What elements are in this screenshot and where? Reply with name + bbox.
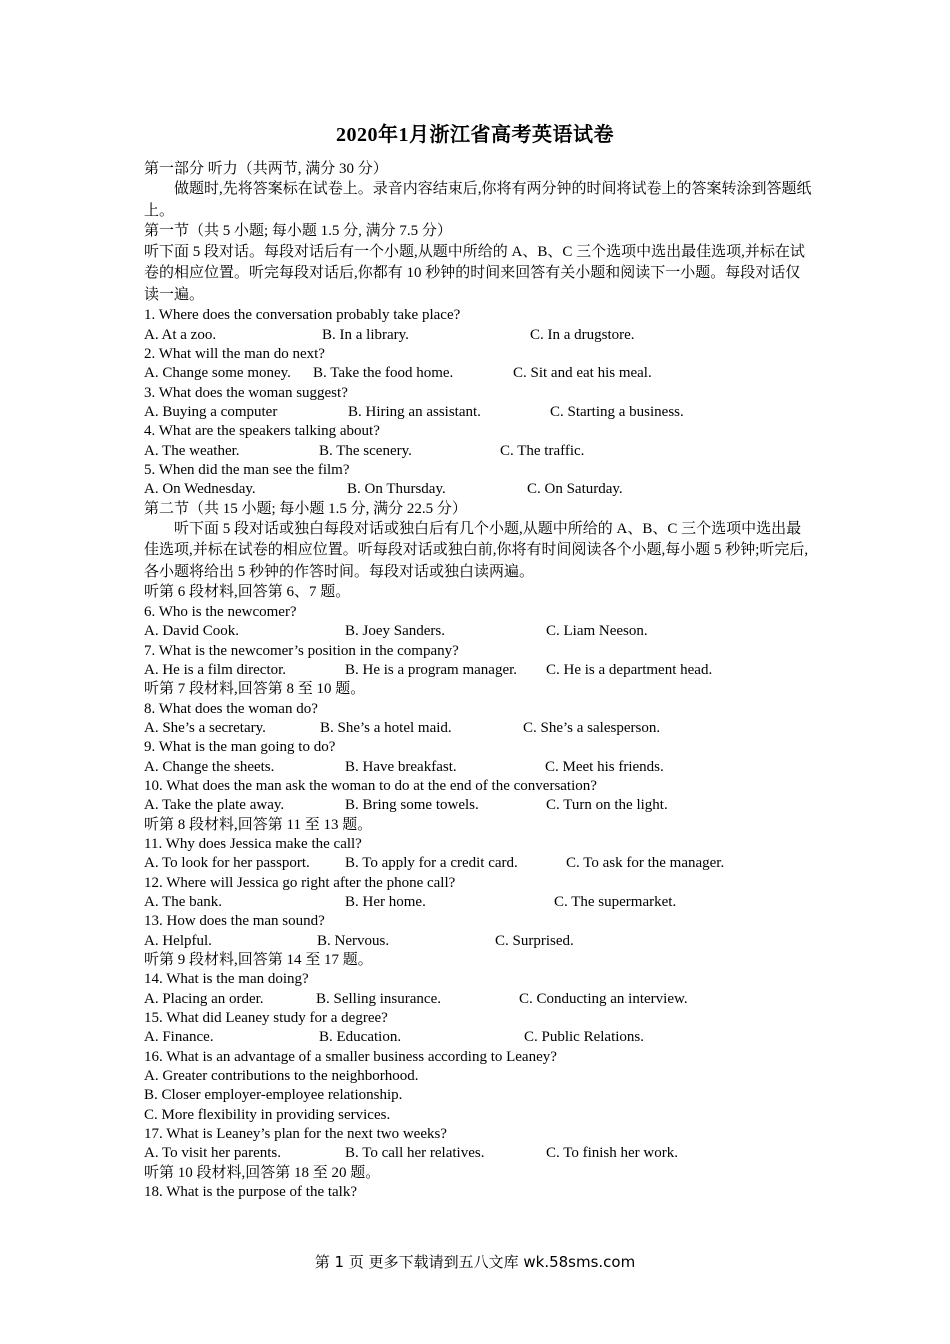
option-a: A. To look for her passport. [144, 855, 310, 872]
question-options [144, 403, 814, 422]
option-b: B. To call her relatives. [345, 1145, 485, 1162]
question-stem: 12. Where will Jessica go right after the phone call? [144, 874, 456, 891]
question-stem: 18. What is the purpose of the talk? [144, 1184, 358, 1201]
option-a: A. The weather. [144, 442, 240, 459]
document-title: 2020年1月浙江省高考英语试卷 [336, 124, 614, 146]
option-b: B. Education. [319, 1029, 402, 1046]
option-c: C. He is a department head. [546, 661, 713, 678]
option-b: B. He is a program manager. [345, 661, 518, 678]
option-a: A. Placing an order. [144, 990, 264, 1007]
option-a: A. He is a film director. [144, 661, 287, 678]
option-c: C. Public Relations. [524, 1029, 644, 1046]
question-options [144, 442, 814, 461]
option-c: C. Meet his friends. [545, 758, 664, 775]
question-stem: 1. Where does the conversation probably take place? [144, 307, 461, 324]
question-options [144, 719, 814, 738]
question-options [144, 622, 814, 641]
option-b: B. Take the food home. [313, 365, 454, 382]
option-b: B. Selling insurance. [316, 990, 441, 1007]
option-b: B. The scenery. [319, 442, 412, 459]
option-c: C. Surprised. [495, 932, 574, 949]
part1-instructions: 做题时,先将答案标在试卷上。录音内容结束后,你将有两分钟的时间将试卷上的答案转涂到答题纸上。 [144, 181, 812, 219]
question-options [144, 326, 814, 345]
page-footer: 第 1 页 更多下载请到五八文库 wk.58sms.com [314, 1253, 636, 1271]
section1-instructions: 听下面 5 段对话。每段对话后有一个小题,从题中所给的 A、B、C 三个选项中选出最佳选项,并标在试卷的相应位置。听完每段对话后,你都有 10 秒钟的时间来回答有关小题和阅读下一小题。每段对话仅读一遍。 [144, 243, 805, 303]
option-a: A. To visit her parents. [144, 1145, 281, 1162]
question-options [144, 932, 814, 951]
material-heading: 听第 9 段材料,回答第 14 至 17 题。 [144, 952, 373, 968]
question-stem: 5. When did the man see the film? [144, 461, 350, 478]
option-c: C. Conducting an interview. [519, 990, 688, 1007]
question-stem: 11. Why does Jessica make the call? [144, 835, 362, 852]
section2-heading: 第二节（共 15 小题; 每小题 1.5 分, 满分 22.5 分） [144, 500, 467, 517]
option-a: A. She’s a secretary. [144, 719, 266, 736]
question-stem: 17. What is Leaney’s plan for the next two weeks? [144, 1126, 447, 1143]
option-c: C. To ask for the manager. [566, 855, 725, 872]
option-c: C. The supermarket. [554, 893, 677, 910]
option-b: B. Hiring an assistant. [348, 403, 481, 420]
option-a: A. Change some money. [144, 365, 291, 382]
option-a: A. Greater contributions to the neighborhood. [144, 1068, 419, 1085]
option-a: A. David Cook. [144, 623, 239, 640]
question-options [144, 854, 814, 873]
question-stem: 7. What is the newcomer’s position in the company? [144, 642, 459, 659]
question-options [144, 1028, 814, 1047]
option-a: A. Helpful. [144, 932, 212, 949]
question-options [144, 758, 814, 777]
question-stem: 9. What is the man going to do? [144, 739, 336, 756]
option-c: C. In a drugstore. [530, 326, 635, 343]
question-stem: 4. What are the speakers talking about? [144, 423, 380, 440]
option-b: B. Nervous. [317, 932, 390, 949]
option-b: B. Bring some towels. [345, 797, 479, 814]
question-stem: 6. Who is the newcomer? [144, 603, 297, 620]
part1-heading: 第一部分 听力（共两节, 满分 30 分） [144, 161, 388, 177]
question-stem: 10. What does the man ask the woman to do at the end of the conversation? [144, 777, 597, 794]
option-a: A. Finance. [144, 1029, 214, 1046]
option-b: B. To apply for a credit card. [345, 855, 518, 872]
material-heading: 听第 8 段材料,回答第 11 至 13 题。 [144, 816, 373, 833]
option-c: C. Turn on the light. [546, 797, 668, 814]
question-stem: 3. What does the woman suggest? [144, 384, 348, 401]
question-stem: 15. What did Leaney study for a degree? [144, 1010, 388, 1027]
section1-heading: 第一节（共 5 小题; 每小题 1.5 分, 满分 7.5 分） [144, 223, 452, 240]
question-options [144, 661, 814, 680]
material-heading: 听第 10 段材料,回答第 18 至 20 题。 [144, 1164, 381, 1181]
question-stem: 14. What is the man doing? [144, 971, 309, 988]
question-stem: 2. What will the man do next? [144, 345, 325, 362]
option-c: C. She’s a salesperson. [523, 719, 661, 736]
option-b: B. Have breakfast. [345, 758, 457, 775]
question-options [144, 893, 814, 912]
question-stem: 16. What is an advantage of a smaller business according to Leaney? [144, 1048, 557, 1065]
option-c: C. On Saturday. [527, 481, 623, 498]
question-stem: 8. What does the woman do? [144, 700, 318, 717]
question-options [144, 480, 814, 499]
question-options [144, 1144, 814, 1163]
option-c: C. To finish her work. [546, 1145, 678, 1162]
question-options [144, 990, 814, 1009]
document-body [144, 160, 814, 1202]
option-a: A. Buying a computer [144, 403, 278, 420]
option-b: B. On Thursday. [347, 481, 446, 498]
option-b: B. Joey Sanders. [345, 623, 445, 640]
section2-instructions: 听下面 5 段对话或独白每段对话或独白后有几个小题,从题中所给的 A、B、C 三个选项中选出最佳选项,并标在试卷的相应位置。听每段对话或独白前,你将有时间阅读各个小题,每小题 5 秒钟;听完后,各小题将给出 5 秒钟的作答时间。每段对话或独白读两遍。 [144, 520, 809, 580]
option-b: B. Closer employer-employee relationship. [144, 1087, 403, 1104]
option-a: A. Change the sheets. [144, 758, 275, 775]
option-c: C. Liam Neeson. [546, 623, 648, 640]
question-stem: 13. How does the man sound? [144, 913, 325, 930]
option-a: A. At a zoo. [144, 326, 217, 343]
option-b: B. In a library. [322, 326, 409, 343]
option-a: A. On Wednesday. [144, 481, 256, 498]
option-a: A. The bank. [144, 893, 223, 910]
option-a: A. Take the plate away. [144, 797, 285, 814]
option-b: B. Her home. [345, 893, 426, 910]
material-heading: 听第 7 段材料,回答第 8 至 10 题。 [144, 681, 366, 698]
option-c: C. Starting a business. [550, 403, 684, 420]
material-heading: 听第 6 段材料,回答第 6、7 题。 [144, 584, 351, 601]
option-b: B. She’s a hotel maid. [320, 719, 452, 736]
question-options [144, 796, 814, 815]
option-c: C. Sit and eat his meal. [513, 365, 652, 382]
option-c: C. More flexibility in providing services. [144, 1106, 391, 1123]
option-c: C. The traffic. [500, 442, 585, 459]
question-options [144, 364, 814, 383]
